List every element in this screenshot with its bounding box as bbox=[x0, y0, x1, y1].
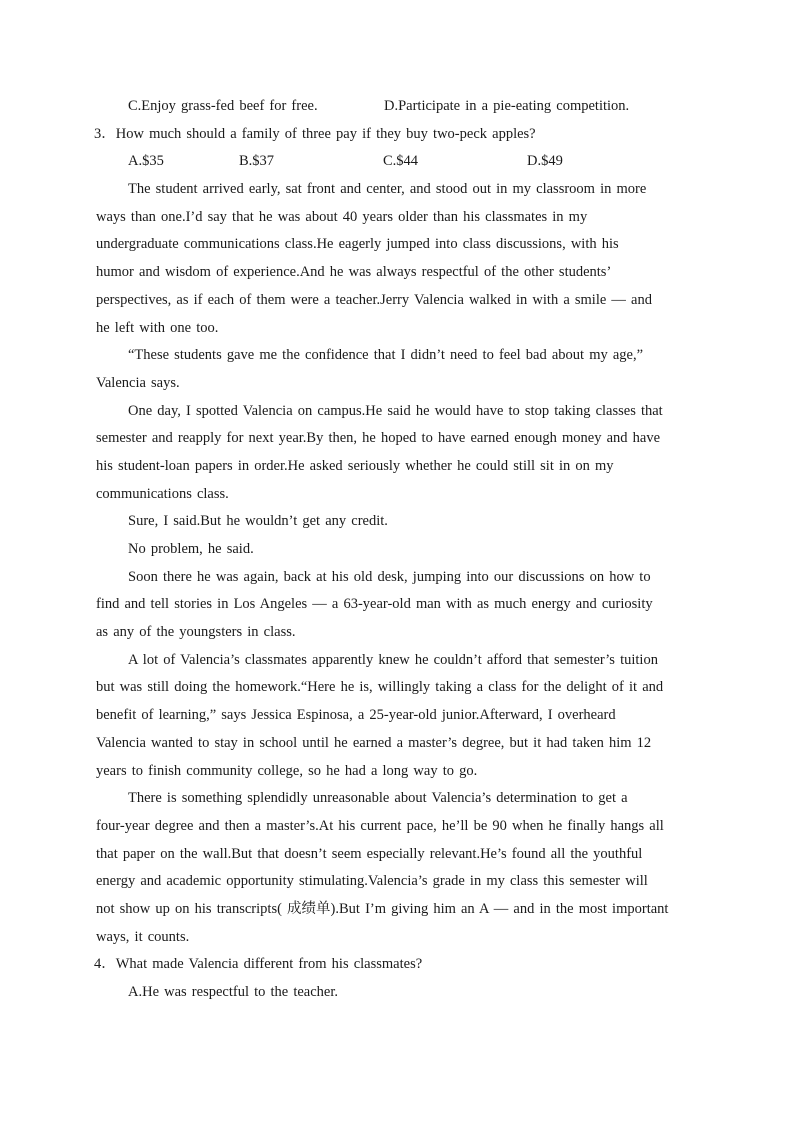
passage-line: Valencia says. bbox=[96, 374, 180, 391]
question3-options bbox=[96, 148, 696, 176]
passage-line: ways than one.I’d say that he was about 40 years older than his classmates in my bbox=[96, 208, 588, 225]
passage-line: The student arrived early, sat front and center, and stood out in my classroom in more bbox=[128, 181, 647, 198]
passage-line: There is something splendidly unreasonable about Valencia’s determination to get a bbox=[128, 790, 628, 807]
option-d: D.Participate in a pie-eating competition. bbox=[384, 98, 630, 114]
reading-passage bbox=[96, 176, 696, 951]
question3-stem: 3．How much should a family of three pay if they buy two-peck apples? bbox=[94, 125, 536, 142]
passage-line: undergraduate communications class.He eagerly jumped into class discussions, with his bbox=[96, 236, 619, 253]
passage-line: semester and reapply for next year.By then, he hoped to have earned enough money and have bbox=[96, 430, 661, 447]
question4-option-a: A.He was respectful to the teacher. bbox=[128, 984, 339, 1000]
document-content bbox=[96, 93, 696, 1007]
passage-line: but was still doing the homework.“Here he is, willingly taking a class for the delight of it and bbox=[96, 679, 664, 696]
passage-line: he left with one too. bbox=[96, 319, 219, 336]
passage-line: four-year degree and then a master’s.At his current pace, he’ll be 90 when he finally hangs all bbox=[96, 817, 664, 834]
passage-line: One day, I spotted Valencia on campus.He said he would have to stop taking classes that bbox=[128, 402, 663, 419]
option-d: D.$49 bbox=[527, 153, 563, 170]
passage-line: Sure, I said.But he wouldn’t get any credit. bbox=[128, 513, 388, 530]
passage-line: perspectives, as if each of them were a teacher.Jerry Valencia walked in with a smile — and bbox=[96, 291, 652, 308]
option-c: C.Enjoy grass-fed beef for free. bbox=[128, 98, 318, 114]
passage-line: humor and wisdom of experience.And he was always respectful of the other students’ bbox=[96, 264, 612, 281]
passage-line: benefit of learning,” says Jessica Espinosa, a 25-year-old junior.Afterward, I overheard bbox=[96, 707, 616, 724]
question4-stem: 4．What made Valencia different from his classmates? bbox=[94, 956, 423, 973]
passage-line: “These students gave me the confidence that I didn’t need to feel bad about my age,” bbox=[128, 347, 644, 364]
passage-line: No problem, he said. bbox=[128, 541, 254, 557]
passage-line: communications class. bbox=[96, 485, 229, 502]
passage-line: his student-loan papers in order.He asked seriously whether he could still sit in on my bbox=[96, 457, 614, 474]
passage-line: Soon there he was again, back at his old desk, jumping into our discussions on how to bbox=[128, 568, 651, 585]
passage-line: that paper on the wall.But that doesn’t seem especially relevant.He’s found all the youthful bbox=[96, 845, 643, 862]
passage-line: ways, it counts. bbox=[96, 928, 190, 945]
passage-line: as any of the youngsters in class. bbox=[96, 624, 296, 641]
passage-line: A lot of Valencia’s classmates apparently knew he couldn’t afford that semester’s tuition bbox=[128, 651, 658, 668]
passage-line: energy and academic opportunity stimulating.Valencia’s grade in my class this semester will bbox=[96, 873, 648, 890]
passage-line: years to finish community college, so he had a long way to go. bbox=[96, 762, 478, 779]
question2-options bbox=[96, 93, 696, 121]
option-a: A.$35 bbox=[128, 153, 164, 170]
passage-line: not show up on his transcripts( 成绩单).But I’m giving him an A — and in the most important bbox=[96, 900, 669, 917]
passage-line: find and tell stories in Los Angeles — a 63-year-old man with as much energy and curiosity bbox=[96, 596, 653, 613]
option-b: B.$37 bbox=[239, 153, 275, 170]
passage-line: Valencia wanted to stay in school until he earned a master’s degree, but it had taken him 12 bbox=[96, 734, 652, 751]
option-c: C.$44 bbox=[383, 153, 419, 170]
